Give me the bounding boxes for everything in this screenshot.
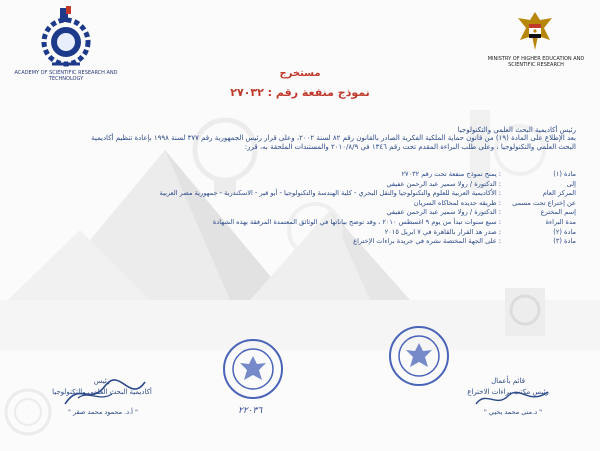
row-label: مادة (١) [553, 170, 576, 178]
article-row [16, 199, 576, 209]
ministry-logo-text: MINISTRY OF HIGHER EDUCATION AND SCIENTIFIC RESEARCH [487, 56, 585, 68]
article-row [16, 208, 576, 218]
article-row [16, 180, 576, 190]
egypt-eagle-icon [510, 6, 560, 56]
academy-logo-text: ACADEMY OF SCIENTIFIC RESEARCH AND TECHNOLOGY [14, 70, 118, 82]
article-row [16, 189, 576, 199]
right-signer-title: قائم بأعمال [491, 377, 525, 385]
decision-articles [16, 170, 576, 247]
academy-logo-icon [24, 6, 106, 74]
row-label: إلى [566, 179, 576, 188]
article-row [16, 228, 576, 238]
row-value: : طريقه جديده لمحاكاه السريان [413, 198, 501, 207]
row-value: : الدكتورة / رولا سمير عبد الرحمن عفيفي [386, 208, 501, 217]
left-signer-title: رئيس [93, 377, 111, 385]
row-value: : الأكاديمية العربية للعلوم والتكنولوجيا والنقل البحري - كلية الهندسة والتكنولوجيا - أبو قير - الاسكندرية - جمهورية مصر العربية [159, 189, 501, 198]
document-title: نموذج منفعة رقم : ٢٧٠٣٢ [230, 86, 370, 99]
row-value: : صدر هذ القرار بالقاهرة في ٧ ابريل ٢٠١٥ [384, 227, 501, 236]
official-stamp-icon [222, 338, 284, 400]
article-row [16, 170, 576, 180]
left-signer-org: أكاديمية البحث العلمي والتكنولوجيا [52, 388, 152, 396]
row-label: مادة (٢) [553, 227, 576, 236]
right-signer-org: رئيس مكتب براءات الاختراع [467, 388, 549, 396]
row-label: مدة البراءة [545, 217, 576, 226]
article-row [16, 218, 576, 228]
preamble-line-1: رئيس أكاديمية البحث العلمي والتكنولوجيا [457, 126, 576, 134]
preamble-line-3: البحث العلمي والتكنولوجيا ، وعلى طلب البراءة المقدم تحت رقم ١٣٤٦ في ٢٠١٠/٨/٩ والمستندات الملحقة به، قرر: [244, 143, 576, 151]
left-signature-icon [60, 376, 150, 412]
row-label: إسم المخترع [540, 208, 576, 217]
row-value: : على الجهة المختصة نشره في جريدة براءات الإختراع [353, 237, 501, 246]
document-subtitle: مستخرج [279, 68, 321, 79]
stamp-number: ٢٢٠٣٦ [238, 406, 263, 416]
row-value: : الدكتورة / رولا سمير عبد الرحمن عفيفي [386, 179, 501, 188]
row-value: : يمنح نموذج منفعة تحت رقم ٢٧٠٣٢ [401, 170, 501, 178]
row-label: المركز العام [542, 189, 576, 198]
preamble-line-2: بعد الإطلاع على المادة (١٩) من قانون حماية الملكية الفكرية الصادر بالقانون رقم ٨٢ لسنة ٢٠٠٢، وعلى قرار رئيس الجمهورية رقم ٣٧٧ لسنة ١٩٩٨ بإعادة تنظيم أكاديمية [91, 134, 576, 142]
row-label: مادة (٣) [553, 237, 576, 246]
row-label: عن إختراع تحت مسمى [512, 198, 576, 207]
row-value: : سبع سنوات تبدأ من يوم ٩ اغسطس ٢٠١٠ ، وقد توضح بياناتها في الوثائق المعتمدة المرفقة بهذه الشهادة [212, 217, 501, 226]
left-signer-name: " أ.د. محمود محمد صقر " [67, 408, 139, 416]
right-signer-name: " د.منى محمد يحيي " [483, 408, 543, 416]
article-row [16, 237, 576, 247]
